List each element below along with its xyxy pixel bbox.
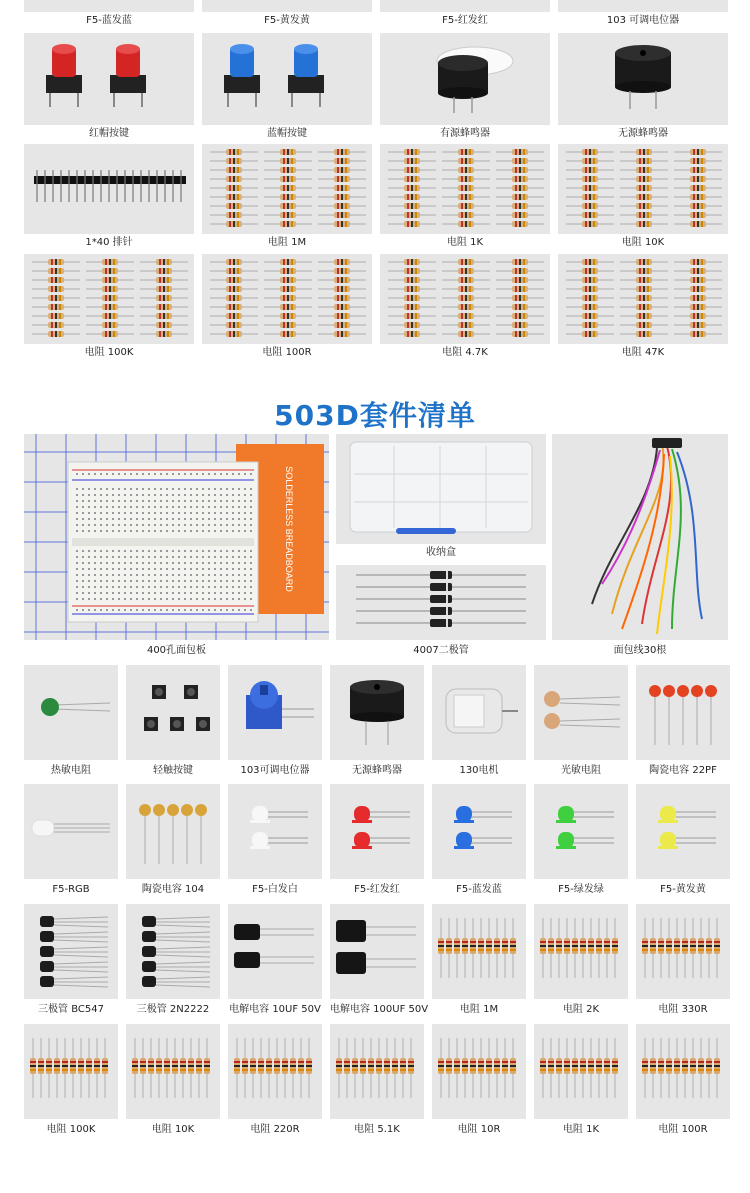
led-icon xyxy=(228,784,322,879)
resistor-array-icon xyxy=(558,144,728,234)
component-tile xyxy=(24,665,118,782)
tile-caption: 有源蜂鸣器 xyxy=(440,128,490,139)
tile-caption: 电阻 100K xyxy=(84,347,134,358)
component-tile xyxy=(24,904,118,1021)
component-tile xyxy=(330,784,424,901)
storage-box-icon xyxy=(336,434,546,544)
top-tile-r0c2 xyxy=(380,0,550,30)
tile-caption: 热敏电阻 xyxy=(51,765,91,776)
tile-caption: 蓝帽按键 xyxy=(267,128,307,139)
potentiometer-icon xyxy=(228,665,322,760)
tile-caption: 无源蜂鸣器 xyxy=(618,128,668,139)
buzzer-icon xyxy=(558,33,728,125)
tile-caption: F5-RGB xyxy=(52,884,90,895)
resistor-array-icon xyxy=(534,1024,628,1119)
resistor-array-icon xyxy=(330,1024,424,1119)
tile-caption: 收纳盒 xyxy=(426,547,456,558)
thermistor-icon xyxy=(24,665,118,760)
led-icon xyxy=(534,784,628,879)
top-tile-pin-header xyxy=(24,144,194,252)
pin-header-icon xyxy=(24,144,194,234)
tile-caption: 电阻 100R xyxy=(658,1124,708,1135)
tile-caption: 三极管 2N2222 xyxy=(136,1004,210,1015)
tile-caption: 电阻 47K xyxy=(621,347,665,358)
tile-caption: 陶瓷电容 104 xyxy=(141,884,205,895)
breadboard-icon xyxy=(24,434,329,640)
resistor-array-icon xyxy=(380,254,550,344)
top-tile-resistor-100r xyxy=(202,254,372,362)
tile-caption: 电阻 1M xyxy=(267,237,307,248)
transistor-icon xyxy=(126,904,220,999)
tile-caption: 轻触按键 xyxy=(153,765,193,776)
tile-caption: 电阻 4.7K xyxy=(442,347,488,358)
tile-caption: 电阻 10R xyxy=(457,1124,501,1135)
buzzer-icon xyxy=(380,33,550,125)
component-tile xyxy=(534,784,628,901)
storage-box-tile xyxy=(336,434,546,562)
component-tile xyxy=(636,1024,730,1141)
component-tile xyxy=(228,904,322,1021)
tile-caption: 103 可调电位器 xyxy=(606,15,680,26)
component-tile xyxy=(636,904,730,1021)
top-tile-resistor-100k xyxy=(24,254,194,362)
resistor-array-icon xyxy=(432,1024,526,1119)
breadboard-tile xyxy=(24,434,329,662)
tile-caption: 陶瓷电容 22PF xyxy=(649,765,717,776)
top-tile-red-button xyxy=(24,33,194,143)
section-title: 503D套件清单 xyxy=(274,399,476,432)
tile-caption: F5-红发红 xyxy=(442,15,488,26)
jumper-wires-icon xyxy=(552,434,728,640)
component-tile xyxy=(330,665,424,782)
component-tile xyxy=(534,904,628,1021)
component-tile xyxy=(24,784,118,901)
tile-caption: 103可调电位器 xyxy=(240,765,310,776)
led-icon xyxy=(432,784,526,879)
tile-caption: 电阻 1K xyxy=(446,237,484,248)
buzzer-icon xyxy=(330,665,424,760)
component-tile xyxy=(126,1024,220,1141)
top-tile-resistor-4-7k xyxy=(380,254,550,362)
diode-icon xyxy=(336,565,546,640)
tile-caption: 电阻 100R xyxy=(262,347,312,358)
component-tile xyxy=(228,665,322,782)
component-tile xyxy=(432,665,526,782)
resistor-array-icon xyxy=(126,1024,220,1119)
jumper-wire-tile xyxy=(552,434,728,662)
component-tile xyxy=(432,1024,526,1141)
component-tile xyxy=(330,904,429,1021)
resistor-array-icon xyxy=(202,254,372,344)
electrolytic-capacitor-icon xyxy=(330,904,424,999)
tile-caption: 400孔面包板 xyxy=(146,645,207,656)
photoresistor-icon xyxy=(534,665,628,760)
diode-tile xyxy=(336,565,546,662)
tact-switch-icon xyxy=(126,665,220,760)
resistor-array-icon xyxy=(24,1024,118,1119)
resistor-array-icon xyxy=(24,254,194,344)
tile-caption: 电阻 220R xyxy=(250,1124,300,1135)
component-tile xyxy=(534,1024,628,1141)
top-tile-blue-button xyxy=(202,33,372,143)
tile-caption: 电阻 2K xyxy=(562,1004,600,1015)
component-tile xyxy=(126,784,220,901)
tile-caption: 电阻 330R xyxy=(658,1004,708,1015)
blue-button-icon xyxy=(202,33,372,125)
component-tile xyxy=(126,665,220,782)
led-icon xyxy=(330,784,424,879)
component-tile xyxy=(534,665,628,782)
resistor-array-icon xyxy=(558,254,728,344)
tile-caption: 电阻 1M xyxy=(459,1004,499,1015)
top-tile-active-buzzer xyxy=(380,33,550,143)
tile-caption: F5-黄发黄 xyxy=(660,884,706,895)
component-tile xyxy=(126,904,220,1021)
resistor-array-icon xyxy=(636,1024,730,1119)
ceramic-capacitor-icon xyxy=(636,665,730,760)
resistor-array-icon xyxy=(228,1024,322,1119)
ceramic-capacitor-icon xyxy=(126,784,220,879)
breadboard-label: SOLDERLESS BREADBOARD xyxy=(284,466,294,592)
top-tile-resistor-1m xyxy=(202,144,372,252)
led-icon xyxy=(636,784,730,879)
resistor-array-icon xyxy=(202,144,372,234)
rgb-led-icon xyxy=(24,784,118,879)
tile-caption: 面包线30根 xyxy=(613,645,667,656)
top-tile-r0c3 xyxy=(558,0,728,30)
tile-caption: F5-黄发黄 xyxy=(264,15,310,26)
tile-caption: 无源蜂鸣器 xyxy=(352,765,402,776)
tile-caption: 4007二极管 xyxy=(413,645,469,656)
tile-caption: 光敏电阻 xyxy=(561,765,601,776)
tile-caption: 三极管 BC547 xyxy=(38,1004,104,1015)
tile-caption: 电阻 1K xyxy=(562,1124,600,1135)
tile-caption: 电阻 10K xyxy=(621,237,665,248)
tile-caption: 电阻 10K xyxy=(151,1124,195,1135)
resistor-array-icon xyxy=(636,904,730,999)
top-tile-r0c0 xyxy=(24,0,194,30)
resistor-array-icon xyxy=(432,904,526,999)
component-tile xyxy=(432,904,526,1021)
tile-caption: F5-绿发绿 xyxy=(558,884,604,895)
tile-caption: 电解电容 100UF 50V xyxy=(330,1004,429,1015)
component-tile xyxy=(636,665,730,782)
component-tile xyxy=(636,784,730,901)
top-tile-resistor-10k xyxy=(558,144,728,252)
top-tile-resistor-1k xyxy=(380,144,550,252)
red-button-icon xyxy=(24,33,194,125)
component-tile xyxy=(228,1024,322,1141)
component-tile xyxy=(24,1024,118,1141)
component-tile xyxy=(228,784,322,901)
resistor-array-icon xyxy=(380,144,550,234)
tile-caption: 电解电容 10UF 50V xyxy=(229,1004,321,1015)
transistor-icon xyxy=(24,904,118,999)
component-tile xyxy=(330,1024,424,1141)
top-tile-passive-buzzer xyxy=(558,33,728,143)
tile-caption: F5-蓝发蓝 xyxy=(456,884,502,895)
tile-caption: 红帽按键 xyxy=(89,128,129,139)
tile-caption: 电阻 100K xyxy=(46,1124,96,1135)
component-tile xyxy=(432,784,526,901)
electrolytic-capacitor-icon xyxy=(228,904,322,999)
top-tile-resistor-47k xyxy=(558,254,728,362)
tile-caption: F5-蓝发蓝 xyxy=(86,15,132,26)
tile-caption: 1*40 排针 xyxy=(85,237,133,248)
top-tile-r0c1 xyxy=(202,0,372,30)
resistor-array-icon xyxy=(534,904,628,999)
tile-caption: 电阻 5.1K xyxy=(354,1124,400,1135)
motor-icon xyxy=(432,665,526,760)
tile-caption: F5-白发白 xyxy=(252,884,298,895)
tile-caption: F5-红发红 xyxy=(354,884,400,895)
tile-caption: 130电机 xyxy=(459,765,499,776)
